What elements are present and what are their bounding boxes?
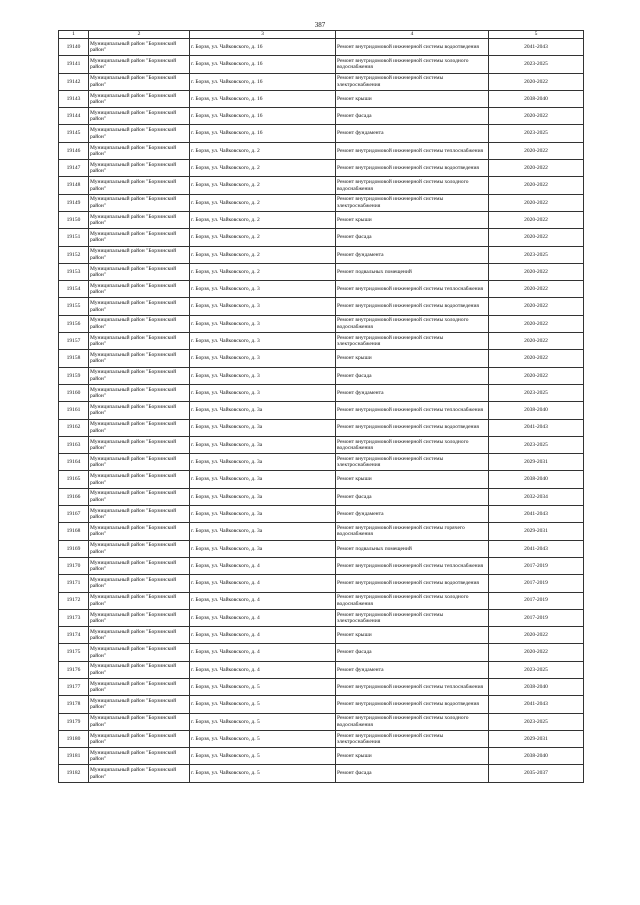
period-cell: 2041-2043 [489, 419, 584, 436]
table-row [59, 575, 584, 592]
table-row [59, 211, 584, 228]
work-type-cell: Ремонт крыши [336, 350, 489, 367]
row-number: 19144 [59, 108, 89, 125]
work-type-cell: Ремонт внутридомовой инженерной системы водоотведения [336, 575, 489, 592]
address-cell: г. Борзя, ул. Чайковского, д. 2 [190, 160, 336, 177]
address-cell: г. Борзя, ул. Чайковского, д. 3 [190, 315, 336, 332]
table-row [59, 90, 584, 107]
table-row [59, 384, 584, 401]
row-number: 19152 [59, 246, 89, 263]
period-cell: 2020-2022 [489, 263, 584, 280]
address-cell: г. Борзя, ул. Чайковского, д. 2 [190, 177, 336, 194]
district-cell: Муниципальный район "Борзинский район" [89, 90, 190, 107]
row-number: 19146 [59, 142, 89, 159]
address-cell: г. Борзя, ул. Чайковского, д. 3а [190, 454, 336, 471]
period-cell: 2029-2031 [489, 454, 584, 471]
work-type-cell: Ремонт внутридомовой инженерной системы электроснабжения [336, 333, 489, 350]
row-number: 19150 [59, 211, 89, 228]
district-cell: Муниципальный район "Борзинский район" [89, 384, 190, 401]
table-row [59, 765, 584, 782]
table-row [59, 367, 584, 384]
row-number: 19182 [59, 765, 89, 782]
district-cell: Муниципальный район "Борзинский район" [89, 557, 190, 574]
period-cell: 2020-2022 [489, 229, 584, 246]
district-cell: Муниципальный район "Борзинский район" [89, 540, 190, 557]
district-cell: Муниципальный район "Борзинский район" [89, 627, 190, 644]
table-row [59, 333, 584, 350]
district-cell: Муниципальный район "Борзинский район" [89, 160, 190, 177]
work-type-cell: Ремонт фундамента [336, 246, 489, 263]
period-cell: 2020-2022 [489, 333, 584, 350]
district-cell: Муниципальный район "Борзинский район" [89, 609, 190, 626]
period-cell: 2020-2022 [489, 160, 584, 177]
work-type-cell: Ремонт внутридомовой инженерной системы водоотведения [336, 298, 489, 315]
work-type-cell: Ремонт внутридомовой инженерной системы водоотведения [336, 39, 489, 56]
work-type-cell: Ремонт внутридомовой инженерной системы электроснабжения [336, 73, 489, 90]
period-cell: 2023-2025 [489, 56, 584, 73]
address-cell: г. Борзя, ул. Чайковского, д. 3 [190, 367, 336, 384]
address-cell: г. Борзя, ул. Чайковского, д. 16 [190, 90, 336, 107]
district-cell: Муниципальный район "Борзинский район" [89, 765, 190, 782]
period-cell: 2038-2040 [489, 748, 584, 765]
period-cell: 2020-2022 [489, 627, 584, 644]
table-row [59, 160, 584, 177]
row-number: 19168 [59, 523, 89, 540]
work-type-cell: Ремонт внутридомовой инженерной системы холодного водоснабжения [336, 56, 489, 73]
row-number: 19156 [59, 315, 89, 332]
row-number: 19154 [59, 281, 89, 298]
district-cell: Муниципальный район "Борзинский район" [89, 592, 190, 609]
work-type-cell: Ремонт крыши [336, 627, 489, 644]
row-number: 19147 [59, 160, 89, 177]
work-type-cell: Ремонт фундамента [336, 384, 489, 401]
address-cell: г. Борзя, ул. Чайковского, д. 3а [190, 540, 336, 557]
district-cell: Муниципальный район "Борзинский район" [89, 108, 190, 125]
period-cell: 2020-2022 [489, 142, 584, 159]
row-number: 19166 [59, 488, 89, 505]
row-number: 19176 [59, 661, 89, 678]
table-row [59, 644, 584, 661]
row-number: 19157 [59, 333, 89, 350]
period-cell: 2038-2040 [489, 678, 584, 695]
address-cell: г. Борзя, ул. Чайковского, д. 4 [190, 557, 336, 574]
district-cell: Муниципальный район "Борзинский район" [89, 350, 190, 367]
address-cell: г. Борзя, ул. Чайковского, д. 3а [190, 436, 336, 453]
district-cell: Муниципальный район "Борзинский район" [89, 298, 190, 315]
row-number: 19170 [59, 557, 89, 574]
period-cell: 2023-2025 [489, 384, 584, 401]
table-row [59, 142, 584, 159]
district-cell: Муниципальный район "Борзинский район" [89, 661, 190, 678]
table-row [59, 402, 584, 419]
page-number: 387 [314, 21, 326, 29]
row-number: 19164 [59, 454, 89, 471]
work-type-cell: Ремонт внутридомовой инженерной системы водоотведения [336, 696, 489, 713]
row-number: 19165 [59, 471, 89, 488]
work-type-cell: Ремонт внутридомовой инженерной системы водоотведения [336, 419, 489, 436]
address-cell: г. Борзя, ул. Чайковского, д. 2 [190, 194, 336, 211]
table-row [59, 678, 584, 695]
district-cell: Муниципальный район "Борзинский район" [89, 315, 190, 332]
district-cell: Муниципальный район "Борзинский район" [89, 229, 190, 246]
row-number: 19160 [59, 384, 89, 401]
row-number: 19175 [59, 644, 89, 661]
address-cell: г. Борзя, ул. Чайковского, д. 2 [190, 142, 336, 159]
row-number: 19174 [59, 627, 89, 644]
period-cell: 2020-2022 [489, 194, 584, 211]
period-cell: 2023-2025 [489, 125, 584, 142]
row-number: 19143 [59, 90, 89, 107]
work-type-cell: Ремонт внутридомовой инженерной системы холодного водоснабжения [336, 315, 489, 332]
address-cell: г. Борзя, ул. Чайковского, д. 5 [190, 678, 336, 695]
address-cell: г. Борзя, ул. Чайковского, д. 5 [190, 730, 336, 747]
period-cell: 2038-2040 [489, 90, 584, 107]
address-cell: г. Борзя, ул. Чайковского, д. 3 [190, 298, 336, 315]
period-cell: 2020-2022 [489, 108, 584, 125]
district-cell: Муниципальный район "Борзинский район" [89, 263, 190, 280]
district-cell: Муниципальный район "Борзинский район" [89, 402, 190, 419]
address-cell: г. Борзя, ул. Чайковского, д. 3 [190, 333, 336, 350]
period-cell: 2041-2043 [489, 39, 584, 56]
address-cell: г. Борзя, ул. Чайковского, д. 5 [190, 696, 336, 713]
period-cell: 2020-2022 [489, 281, 584, 298]
work-type-cell: Ремонт фасада [336, 765, 489, 782]
work-type-cell: Ремонт фасада [336, 488, 489, 505]
period-cell: 2017-2019 [489, 575, 584, 592]
district-cell: Муниципальный район "Борзинский район" [89, 713, 190, 730]
table-row [59, 436, 584, 453]
work-type-cell: Ремонт фасада [336, 108, 489, 125]
address-cell: г. Борзя, ул. Чайковского, д. 3а [190, 471, 336, 488]
row-number: 19140 [59, 39, 89, 56]
district-cell: Муниципальный район "Борзинский район" [89, 488, 190, 505]
work-type-cell: Ремонт внутридомовой инженерной системы холодного водоснабжения [336, 592, 489, 609]
address-cell: г. Борзя, ул. Чайковского, д. 3 [190, 384, 336, 401]
table-row [59, 177, 584, 194]
district-cell: Муниципальный район "Борзинский район" [89, 696, 190, 713]
district-cell: Муниципальный район "Борзинский район" [89, 678, 190, 695]
table-row [59, 315, 584, 332]
period-cell: 2020-2022 [489, 350, 584, 367]
period-cell: 2023-2025 [489, 436, 584, 453]
address-cell: г. Борзя, ул. Чайковского, д. 2 [190, 246, 336, 263]
district-cell: Муниципальный район "Борзинский район" [89, 39, 190, 56]
work-type-cell: Ремонт внутридомовой инженерной системы электроснабжения [336, 454, 489, 471]
table-row [59, 56, 584, 73]
row-number: 19177 [59, 678, 89, 695]
address-cell: г. Борзя, ул. Чайковского, д. 16 [190, 73, 336, 90]
table-row [59, 609, 584, 626]
address-cell: г. Борзя, ул. Чайковского, д. 4 [190, 592, 336, 609]
work-type-cell: Ремонт фундамента [336, 661, 489, 678]
address-cell: г. Борзя, ул. Чайковского, д. 4 [190, 609, 336, 626]
district-cell: Муниципальный район "Борзинский район" [89, 506, 190, 523]
period-cell: 2032-2034 [489, 488, 584, 505]
table-row [59, 350, 584, 367]
district-cell: Муниципальный район "Борзинский район" [89, 333, 190, 350]
district-cell: Муниципальный район "Борзинский район" [89, 73, 190, 90]
row-number: 19179 [59, 713, 89, 730]
row-number: 19149 [59, 194, 89, 211]
district-cell: Муниципальный район "Борзинский район" [89, 177, 190, 194]
address-cell: г. Борзя, ул. Чайковского, д. 3а [190, 488, 336, 505]
table-row [59, 39, 584, 56]
table-row [59, 471, 584, 488]
district-cell: Муниципальный район "Борзинский район" [89, 748, 190, 765]
table-row [59, 696, 584, 713]
row-number: 19181 [59, 748, 89, 765]
period-cell: 2038-2040 [489, 402, 584, 419]
address-cell: г. Борзя, ул. Чайковского, д. 4 [190, 661, 336, 678]
district-cell: Муниципальный район "Борзинский район" [89, 419, 190, 436]
period-cell: 2020-2022 [489, 73, 584, 90]
row-number: 19148 [59, 177, 89, 194]
column-header-5: 5 [489, 31, 584, 39]
period-cell: 2020-2022 [489, 315, 584, 332]
period-cell: 2020-2022 [489, 644, 584, 661]
table-body [59, 31, 584, 783]
table-row [59, 748, 584, 765]
period-cell: 2017-2019 [489, 557, 584, 574]
work-type-cell: Ремонт крыши [336, 471, 489, 488]
district-cell: Муниципальный район "Борзинский район" [89, 523, 190, 540]
work-type-cell: Ремонт внутридомовой инженерной системы теплоснабжения [336, 678, 489, 695]
address-cell: г. Борзя, ул. Чайковского, д. 2 [190, 229, 336, 246]
row-number: 19169 [59, 540, 89, 557]
table-row [59, 592, 584, 609]
period-cell: 2029-2031 [489, 523, 584, 540]
table-row [59, 229, 584, 246]
work-type-cell: Ремонт внутридомовой инженерной системы холодного водоснабжения [336, 177, 489, 194]
row-number: 19155 [59, 298, 89, 315]
work-type-cell: Ремонт внутридомовой инженерной системы теплоснабжения [336, 142, 489, 159]
row-number: 19172 [59, 592, 89, 609]
table-row [59, 661, 584, 678]
table-row [59, 713, 584, 730]
work-type-cell: Ремонт фундамента [336, 125, 489, 142]
table-row [59, 281, 584, 298]
row-number: 19151 [59, 229, 89, 246]
address-cell: г. Борзя, ул. Чайковского, д. 4 [190, 644, 336, 661]
district-cell: Муниципальный район "Борзинский район" [89, 644, 190, 661]
period-cell: 2041-2043 [489, 696, 584, 713]
district-cell: Муниципальный район "Борзинский район" [89, 471, 190, 488]
period-cell: 2023-2025 [489, 661, 584, 678]
table-row [59, 730, 584, 747]
row-number: 19141 [59, 56, 89, 73]
row-number: 19161 [59, 402, 89, 419]
period-cell: 2020-2022 [489, 211, 584, 228]
district-cell: Муниципальный район "Борзинский район" [89, 194, 190, 211]
work-type-cell: Ремонт крыши [336, 211, 489, 228]
address-cell: г. Борзя, ул. Чайковского, д. 16 [190, 108, 336, 125]
address-cell: г. Борзя, ул. Чайковского, д. 2 [190, 263, 336, 280]
period-cell: 2029-2031 [489, 730, 584, 747]
row-number: 19171 [59, 575, 89, 592]
address-cell: г. Борзя, ул. Чайковского, д. 5 [190, 765, 336, 782]
address-cell: г. Борзя, ул. Чайковского, д. 16 [190, 39, 336, 56]
period-cell: 2020-2022 [489, 298, 584, 315]
address-cell: г. Борзя, ул. Чайковского, д. 3а [190, 523, 336, 540]
table-row [59, 108, 584, 125]
period-cell: 2017-2019 [489, 609, 584, 626]
work-type-cell: Ремонт внутридомовой инженерной системы электроснабжения [336, 194, 489, 211]
district-cell: Муниципальный район "Борзинский район" [89, 246, 190, 263]
work-type-cell: Ремонт внутридомовой инженерной системы водоотведения [336, 160, 489, 177]
address-cell: г. Борзя, ул. Чайковского, д. 3а [190, 506, 336, 523]
table-row [59, 557, 584, 574]
district-cell: Муниципальный район "Борзинский район" [89, 142, 190, 159]
address-cell: г. Борзя, ул. Чайковского, д. 3а [190, 419, 336, 436]
column-header-2: 2 [89, 31, 190, 39]
work-type-cell: Ремонт внутридомовой инженерной системы теплоснабжения [336, 557, 489, 574]
row-number: 19173 [59, 609, 89, 626]
row-number: 19145 [59, 125, 89, 142]
district-cell: Муниципальный район "Борзинский район" [89, 56, 190, 73]
work-type-cell: Ремонт фасада [336, 367, 489, 384]
period-cell: 2023-2025 [489, 246, 584, 263]
address-cell: г. Борзя, ул. Чайковского, д. 5 [190, 748, 336, 765]
row-number: 19158 [59, 350, 89, 367]
address-cell: г. Борзя, ул. Чайковского, д. 2 [190, 211, 336, 228]
work-type-cell: Ремонт внутридомовой инженерной системы теплоснабжения [336, 402, 489, 419]
work-type-cell: Ремонт внутридомовой инженерной системы теплоснабжения [336, 281, 489, 298]
column-header-4: 4 [336, 31, 489, 39]
period-cell: 2041-2043 [489, 506, 584, 523]
work-type-cell: Ремонт крыши [336, 90, 489, 107]
address-cell: г. Борзя, ул. Чайковского, д. 4 [190, 575, 336, 592]
table-row [59, 488, 584, 505]
row-number: 19153 [59, 263, 89, 280]
district-cell: Муниципальный район "Борзинский район" [89, 367, 190, 384]
period-cell: 2035-2037 [489, 765, 584, 782]
work-type-cell: Ремонт внутридомовой инженерной системы электроснабжения [336, 609, 489, 626]
work-type-cell: Ремонт фасада [336, 644, 489, 661]
table-row [59, 506, 584, 523]
address-cell: г. Борзя, ул. Чайковского, д. 16 [190, 125, 336, 142]
period-cell: 2038-2040 [489, 471, 584, 488]
district-cell: Муниципальный район "Борзинский район" [89, 436, 190, 453]
table-row [59, 246, 584, 263]
period-cell: 2017-2019 [489, 592, 584, 609]
period-cell: 2020-2022 [489, 367, 584, 384]
address-cell: г. Борзя, ул. Чайковского, д. 16 [190, 56, 336, 73]
work-type-cell: Ремонт крыши [336, 748, 489, 765]
table-row [59, 523, 584, 540]
district-cell: Муниципальный район "Борзинский район" [89, 454, 190, 471]
work-type-cell: Ремонт подвальных помещений [336, 263, 489, 280]
address-cell: г. Борзя, ул. Чайковского, д. 3а [190, 402, 336, 419]
address-cell: г. Борзя, ул. Чайковского, д. 4 [190, 627, 336, 644]
address-cell: г. Борзя, ул. Чайковского, д. 3 [190, 350, 336, 367]
work-type-cell: Ремонт фундамента [336, 506, 489, 523]
row-number: 19178 [59, 696, 89, 713]
table-row [59, 73, 584, 90]
row-number: 19159 [59, 367, 89, 384]
column-header-3: 3 [190, 31, 336, 39]
work-type-cell: Ремонт внутридомовой инженерной системы холодного водоснабжения [336, 713, 489, 730]
address-cell: г. Борзя, ул. Чайковского, д. 5 [190, 713, 336, 730]
district-cell: Муниципальный район "Борзинский район" [89, 211, 190, 228]
period-cell: 2041-2043 [489, 540, 584, 557]
table-row [59, 454, 584, 471]
row-number: 19162 [59, 419, 89, 436]
row-number: 19167 [59, 506, 89, 523]
table-row [59, 627, 584, 644]
table-row [59, 540, 584, 557]
column-header-1: 1 [59, 31, 89, 39]
header-row [59, 31, 584, 39]
work-type-cell: Ремонт подвальных помещений [336, 540, 489, 557]
table-row [59, 298, 584, 315]
district-cell: Муниципальный район "Борзинский район" [89, 125, 190, 142]
table-row [59, 419, 584, 436]
district-cell: Муниципальный район "Борзинский район" [89, 730, 190, 747]
row-number: 19142 [59, 73, 89, 90]
work-type-cell: Ремонт внутридомовой инженерной системы электроснабжения [336, 730, 489, 747]
work-type-cell: Ремонт внутридомовой инженерной системы горячего водоснабжения [336, 523, 489, 540]
row-number: 19163 [59, 436, 89, 453]
table-row [59, 263, 584, 280]
period-cell: 2023-2025 [489, 713, 584, 730]
work-type-cell: Ремонт фасада [336, 229, 489, 246]
district-cell: Муниципальный район "Борзинский район" [89, 575, 190, 592]
district-cell: Муниципальный район "Борзинский район" [89, 281, 190, 298]
table-row [59, 194, 584, 211]
row-number: 19180 [59, 730, 89, 747]
table-row [59, 125, 584, 142]
address-cell: г. Борзя, ул. Чайковского, д. 3 [190, 281, 336, 298]
repair-schedule-table [58, 30, 584, 783]
work-type-cell: Ремонт внутридомовой инженерной системы холодного водоснабжения [336, 436, 489, 453]
period-cell: 2020-2022 [489, 177, 584, 194]
